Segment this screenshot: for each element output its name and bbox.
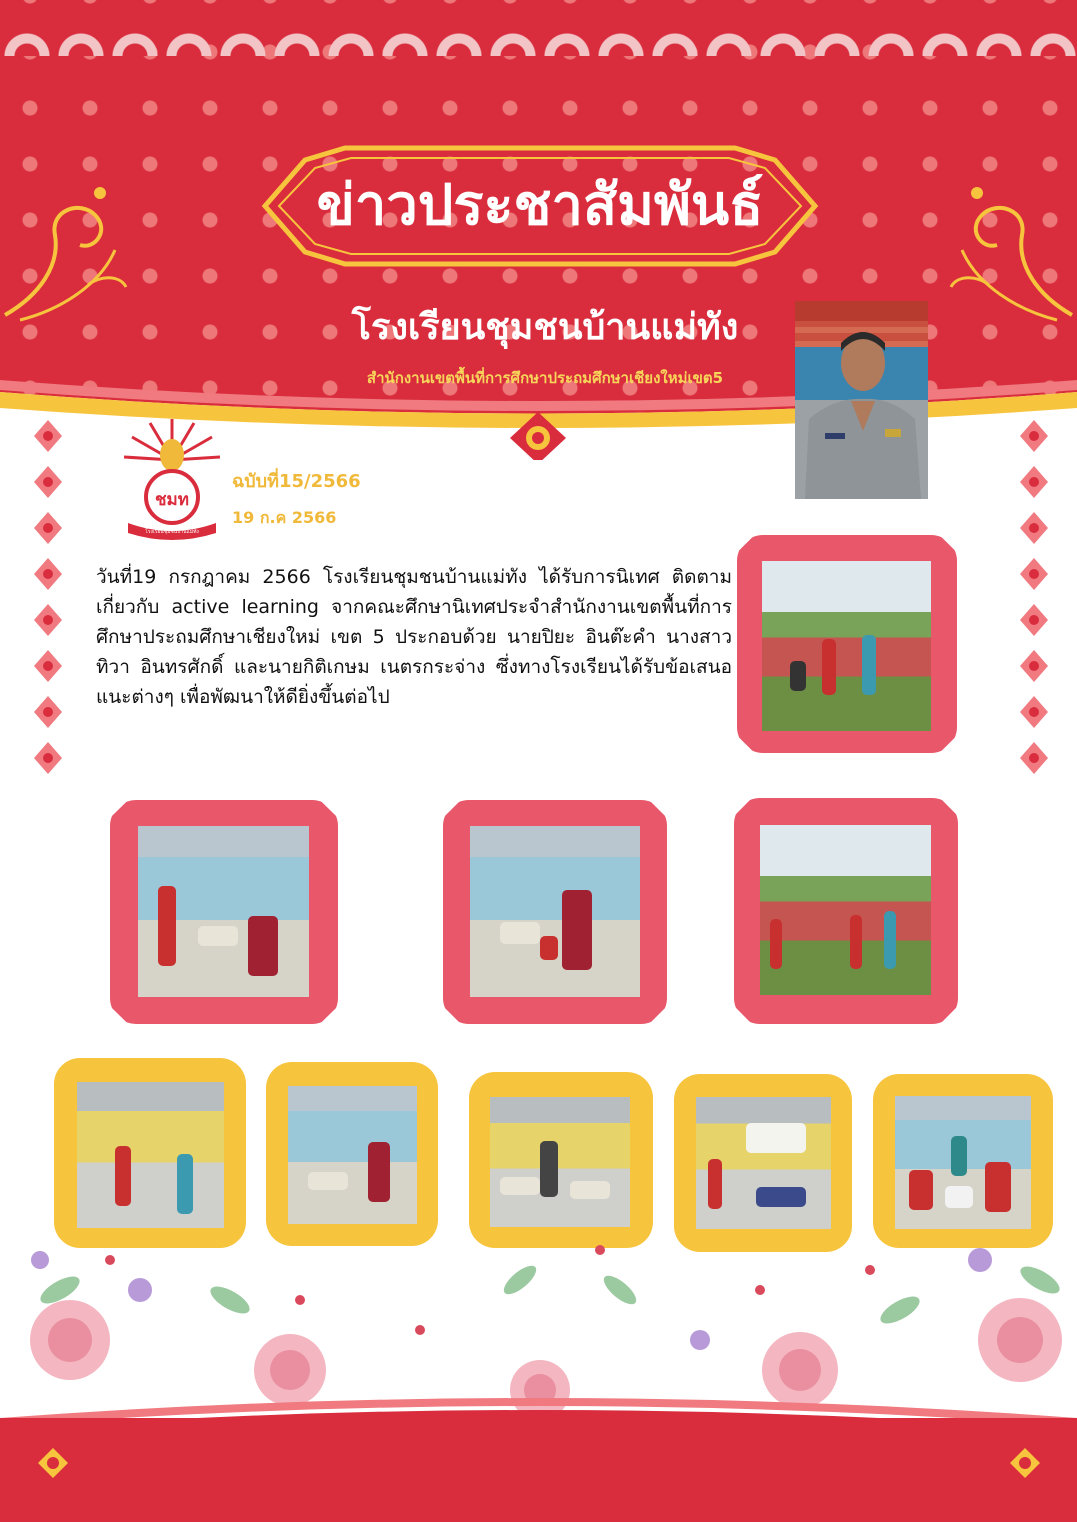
school-logo-icon <box>120 415 225 540</box>
footer-ornament-left-icon <box>38 1448 68 1478</box>
photo-outdoor-2 <box>760 825 931 995</box>
swirl-ornament-left-icon <box>0 175 130 325</box>
swirl-ornament-right-icon <box>947 175 1077 325</box>
side-pattern-left <box>26 420 70 800</box>
logo-seal-text: ชมท <box>155 490 189 510</box>
footer-band <box>0 1418 1077 1522</box>
photo-classroom-1 <box>138 826 309 997</box>
photo-classroom-2 <box>470 826 640 997</box>
issue-number: ฉบับที่15/2566 <box>232 471 361 492</box>
logo-ribbon-text: โรงเรียนชุมชนบ้านแม่ทัง <box>145 529 199 535</box>
page-title: ข่าวประชาสัมพันธ์ <box>316 173 764 238</box>
footer-ornament-right-icon <box>1010 1448 1040 1478</box>
office-name: สำนักงานเขตพื้นที่การศึกษาประถมศึกษาเชียงใหม่เขต5 <box>366 369 724 387</box>
issue-date: 19 ก.ค 2566 <box>232 508 337 527</box>
header-scallop-inner <box>0 0 1077 56</box>
school-name: โรงเรียนชุมชนบ้านแม่ทัง <box>351 307 739 348</box>
photo-outdoor-1 <box>762 561 931 731</box>
director-portrait <box>795 301 928 499</box>
side-pattern-right <box>1012 420 1056 800</box>
article-body: วันที่19 กรกฎาคม 2566 โรงเรียนชุมชนบ้านแม่ทัง ได้รับการนิเทศ ติดตามเกี่ยวกับ active learning จากคณะศึกษานิเทศประจำสำนักงานเขตพื้นที่การศึกษาประถมศึกษาเชียงใหม่ เขต 5 ประกอบด้วย นายปิยะ อินต๊ะคำ นางสาวทิวา อินทรศักดิ์ และนายกิติเกษม เนตรกระจ่าง ซึ่งทางโรงเรียนได้รับข้อเสนอแนะต่างๆ เพื่อพัฒนาให้ดียิ่งขึ้นต่อไป <box>96 566 732 708</box>
